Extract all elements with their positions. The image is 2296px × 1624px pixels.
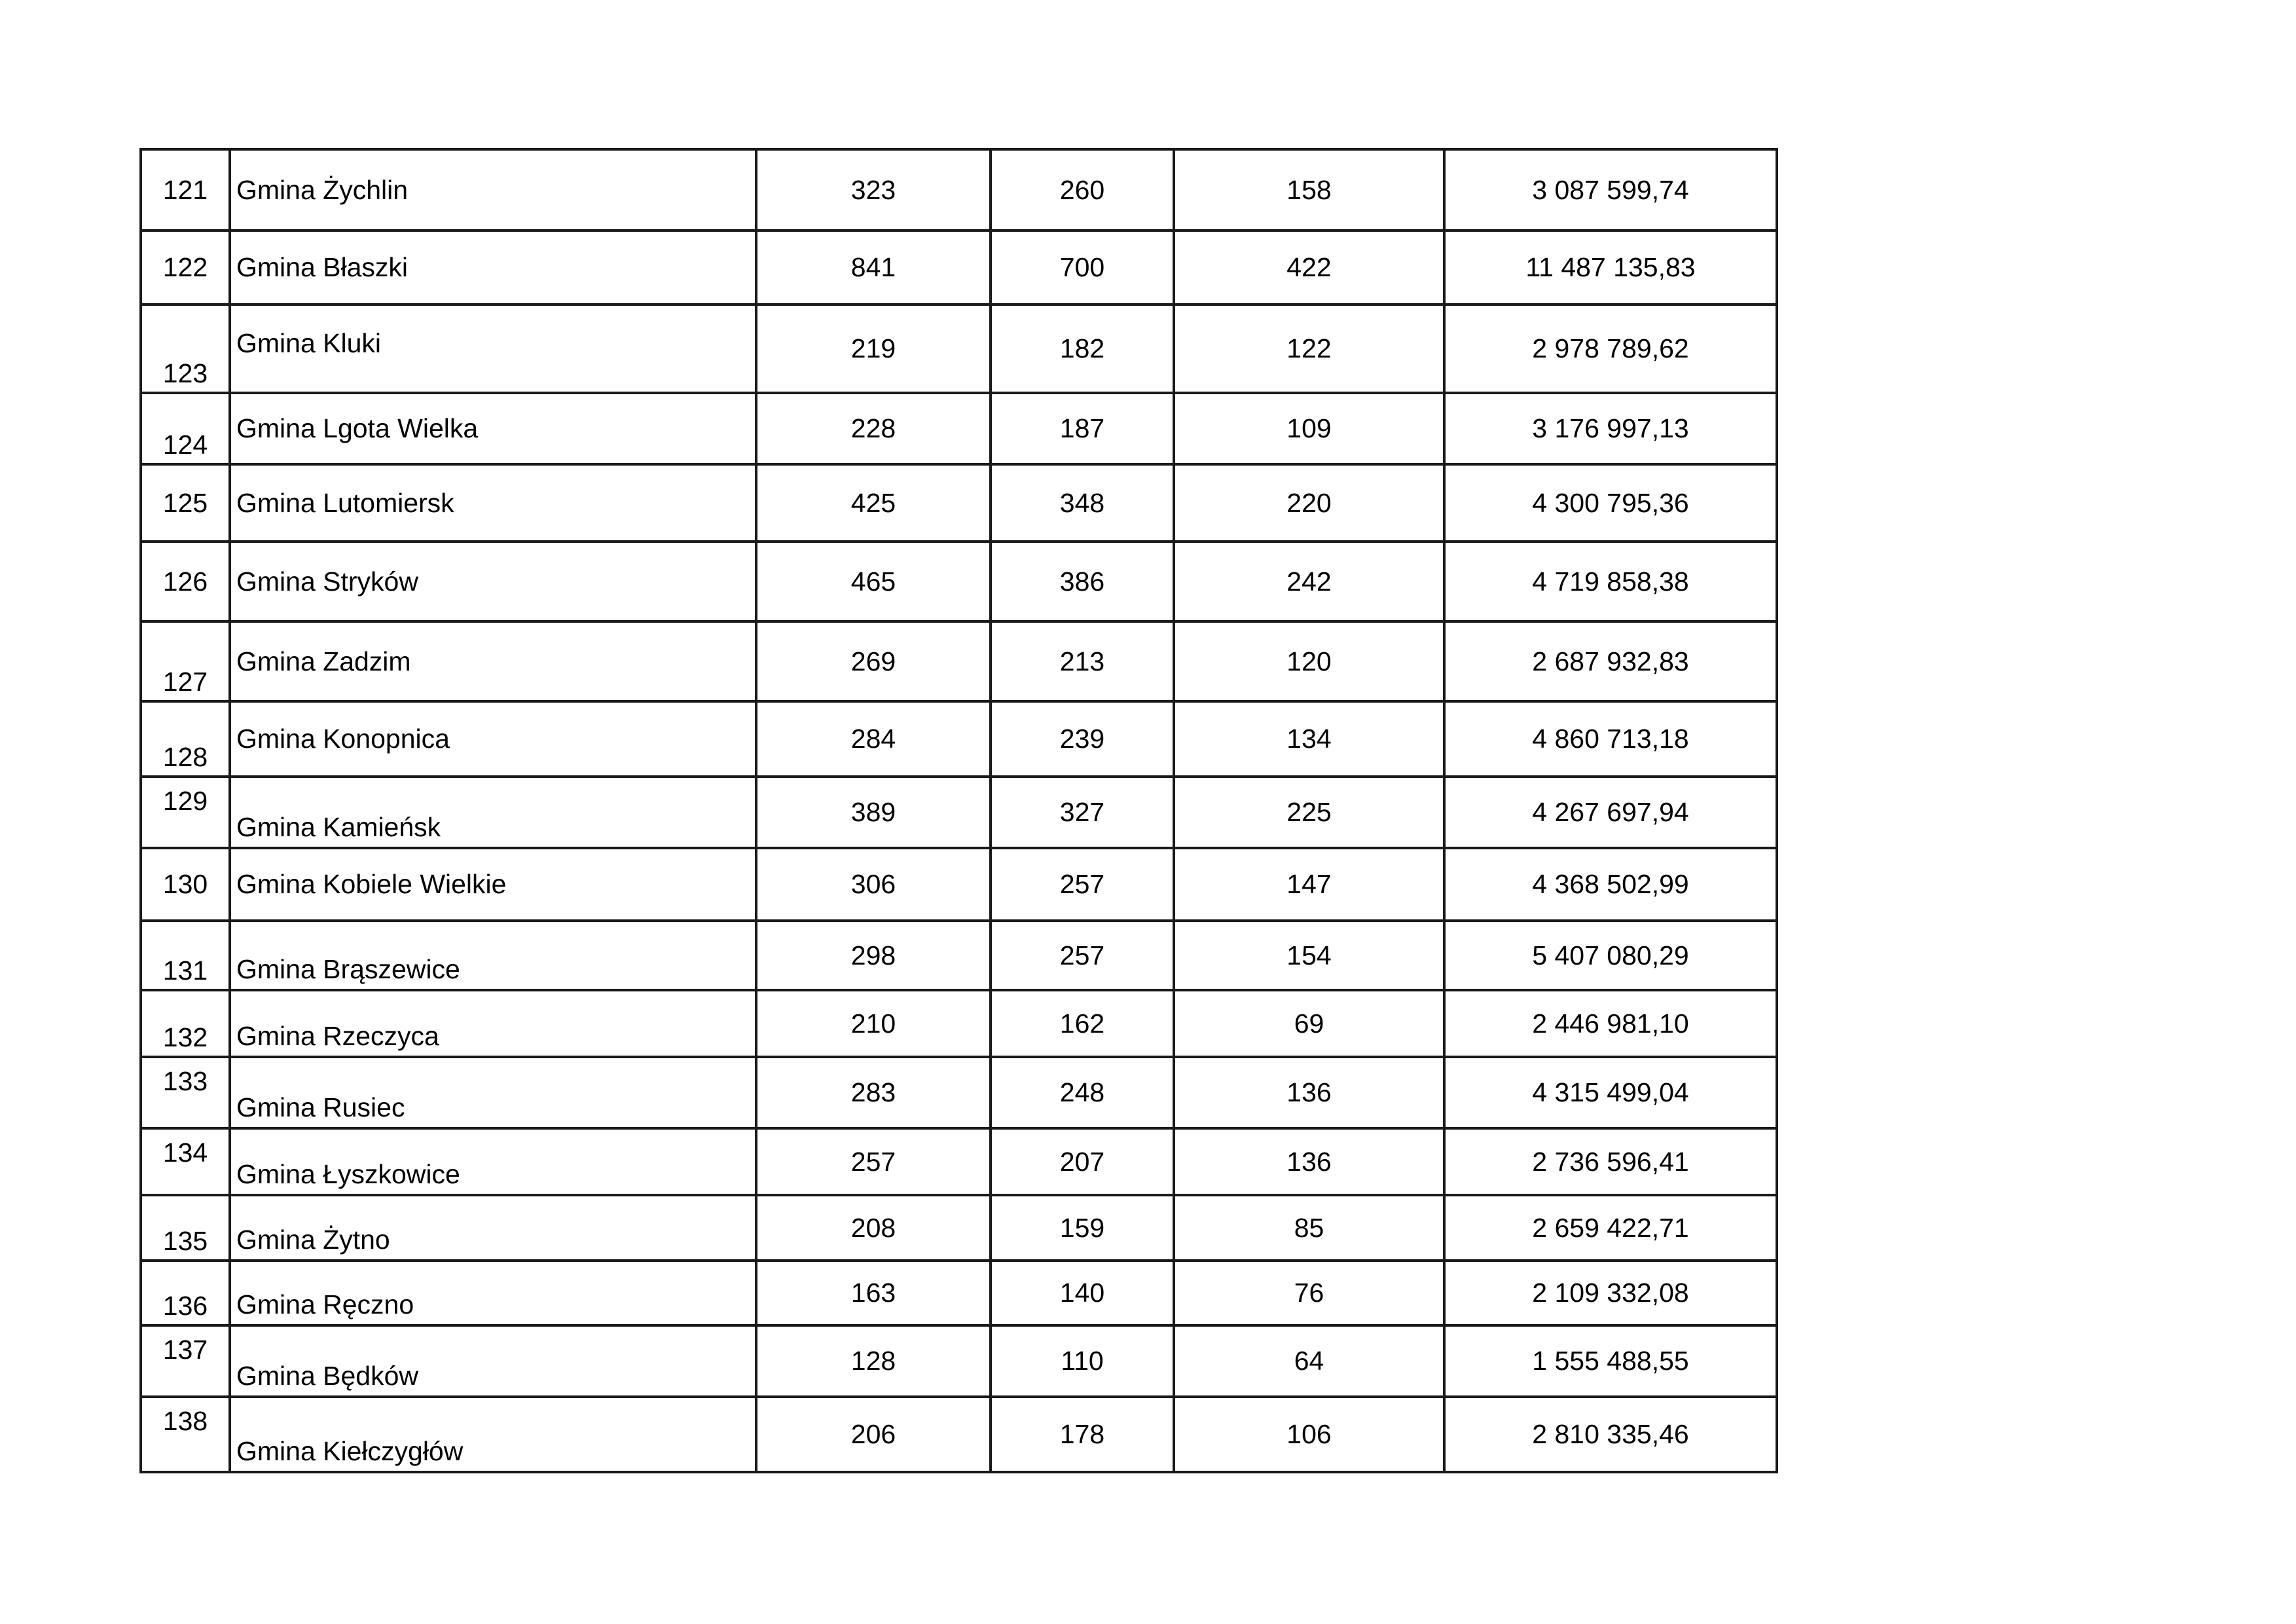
row-number-cell: 131 (141, 921, 230, 990)
municipality-name-cell: Gmina Brąszewice (230, 921, 756, 990)
table-row (141, 848, 1777, 921)
municipality-name-cell: Gmina Lutomiersk (230, 464, 756, 542)
value-col-2-cell: 213 (991, 621, 1174, 701)
value-col-2-cell: 182 (991, 304, 1174, 393)
row-number-cell: 123 (141, 304, 230, 393)
amount-value-cell: 4 719 858,38 (1444, 542, 1777, 621)
value-col-2-cell: 257 (991, 848, 1174, 921)
municipality-name-cell: Gmina Kamieńsk (230, 777, 756, 848)
row-number-cell: 137 (141, 1325, 230, 1397)
table-row (141, 149, 1777, 231)
value-col-3-cell: 85 (1174, 1195, 1444, 1261)
value-col-2-cell: 386 (991, 542, 1174, 621)
value-col-2-cell: 159 (991, 1195, 1174, 1261)
value-col-2-cell: 187 (991, 393, 1174, 464)
table-row (141, 1057, 1777, 1128)
municipality-name-cell: Gmina Rusiec (230, 1057, 756, 1128)
municipality-name-cell: Gmina Żytno (230, 1195, 756, 1261)
table-row (141, 777, 1777, 848)
value-col-3-cell: 225 (1174, 777, 1444, 848)
value-col-1-cell: 306 (756, 848, 991, 921)
row-number-cell: 132 (141, 990, 230, 1057)
value-col-2-cell: 257 (991, 921, 1174, 990)
municipality-name-cell: Gmina Konopnica (230, 701, 756, 777)
row-number-cell: 125 (141, 464, 230, 542)
value-col-2-cell: 162 (991, 990, 1174, 1057)
row-number-cell: 136 (141, 1261, 230, 1325)
row-number-cell: 122 (141, 231, 230, 304)
row-number-cell: 129 (141, 777, 230, 848)
value-col-3-cell: 147 (1174, 848, 1444, 921)
table-row (141, 231, 1777, 304)
row-number-cell: 133 (141, 1057, 230, 1128)
spreadsheet-page (139, 148, 1778, 1473)
amount-value-cell: 4 368 502,99 (1444, 848, 1777, 921)
municipality-name-cell: Gmina Kobiele Wielkie (230, 848, 756, 921)
value-col-2-cell: 260 (991, 149, 1174, 231)
amount-value-cell: 4 315 499,04 (1444, 1057, 1777, 1128)
municipality-name-cell: Gmina Stryków (230, 542, 756, 621)
municipality-name-cell: Gmina Rzeczyca (230, 990, 756, 1057)
value-col-2-cell: 178 (991, 1397, 1174, 1472)
amount-value-cell: 2 446 981,10 (1444, 990, 1777, 1057)
table-row (141, 1325, 1777, 1397)
value-col-3-cell: 158 (1174, 149, 1444, 231)
municipality-name-cell: Gmina Kiełczygłów (230, 1397, 756, 1472)
value-col-3-cell: 76 (1174, 1261, 1444, 1325)
municipality-name-cell: Gmina Ręczno (230, 1261, 756, 1325)
amount-value-cell: 2 659 422,71 (1444, 1195, 1777, 1261)
value-col-2-cell: 327 (991, 777, 1174, 848)
table-row (141, 990, 1777, 1057)
value-col-3-cell: 109 (1174, 393, 1444, 464)
value-col-2-cell: 700 (991, 231, 1174, 304)
value-col-1-cell: 389 (756, 777, 991, 848)
value-col-1-cell: 163 (756, 1261, 991, 1325)
value-col-2-cell: 140 (991, 1261, 1174, 1325)
value-col-3-cell: 220 (1174, 464, 1444, 542)
value-col-1-cell: 465 (756, 542, 991, 621)
value-col-3-cell: 136 (1174, 1057, 1444, 1128)
table-row (141, 1195, 1777, 1261)
amount-value-cell: 2 810 335,46 (1444, 1397, 1777, 1472)
amount-value-cell: 3 176 997,13 (1444, 393, 1777, 464)
amount-value-cell: 4 267 697,94 (1444, 777, 1777, 848)
table-row (141, 921, 1777, 990)
row-number-cell: 135 (141, 1195, 230, 1261)
municipality-name-cell: Gmina Zadzim (230, 621, 756, 701)
value-col-1-cell: 206 (756, 1397, 991, 1472)
value-col-3-cell: 242 (1174, 542, 1444, 621)
value-col-3-cell: 134 (1174, 701, 1444, 777)
amount-value-cell: 5 407 080,29 (1444, 921, 1777, 990)
value-col-1-cell: 269 (756, 621, 991, 701)
value-col-1-cell: 128 (756, 1325, 991, 1397)
table-row (141, 542, 1777, 621)
municipality-name-cell: Gmina Żychlin (230, 149, 756, 231)
municipality-name-cell: Gmina Kluki (230, 304, 756, 393)
value-col-2-cell: 248 (991, 1057, 1174, 1128)
data-table (139, 148, 1778, 1473)
row-number-cell: 128 (141, 701, 230, 777)
table-row (141, 621, 1777, 701)
table-body (141, 149, 1777, 1472)
value-col-1-cell: 210 (756, 990, 991, 1057)
amount-value-cell: 4 300 795,36 (1444, 464, 1777, 542)
value-col-2-cell: 239 (991, 701, 1174, 777)
value-col-1-cell: 841 (756, 231, 991, 304)
value-col-1-cell: 257 (756, 1128, 991, 1195)
value-col-3-cell: 422 (1174, 231, 1444, 304)
value-col-2-cell: 207 (991, 1128, 1174, 1195)
municipality-name-cell: Gmina Błaszki (230, 231, 756, 304)
value-col-3-cell: 154 (1174, 921, 1444, 990)
amount-value-cell: 3 087 599,74 (1444, 149, 1777, 231)
value-col-1-cell: 425 (756, 464, 991, 542)
value-col-1-cell: 283 (756, 1057, 991, 1128)
value-col-1-cell: 228 (756, 393, 991, 464)
value-col-1-cell: 284 (756, 701, 991, 777)
table-row (141, 1128, 1777, 1195)
amount-value-cell: 2 978 789,62 (1444, 304, 1777, 393)
value-col-2-cell: 110 (991, 1325, 1174, 1397)
value-col-3-cell: 136 (1174, 1128, 1444, 1195)
amount-value-cell: 1 555 488,55 (1444, 1325, 1777, 1397)
table-row (141, 701, 1777, 777)
value-col-3-cell: 64 (1174, 1325, 1444, 1397)
table-row (141, 1261, 1777, 1325)
amount-value-cell: 2 687 932,83 (1444, 621, 1777, 701)
row-number-cell: 127 (141, 621, 230, 701)
table-row (141, 464, 1777, 542)
row-number-cell: 126 (141, 542, 230, 621)
value-col-3-cell: 69 (1174, 990, 1444, 1057)
table-row (141, 304, 1777, 393)
municipality-name-cell: Gmina Łyszkowice (230, 1128, 756, 1195)
municipality-name-cell: Gmina Będków (230, 1325, 756, 1397)
row-number-cell: 124 (141, 393, 230, 464)
row-number-cell: 134 (141, 1128, 230, 1195)
value-col-3-cell: 106 (1174, 1397, 1444, 1472)
amount-value-cell: 2 736 596,41 (1444, 1128, 1777, 1195)
amount-value-cell: 11 487 135,83 (1444, 231, 1777, 304)
value-col-1-cell: 219 (756, 304, 991, 393)
amount-value-cell: 2 109 332,08 (1444, 1261, 1777, 1325)
table-row (141, 1397, 1777, 1472)
value-col-1-cell: 323 (756, 149, 991, 231)
amount-value-cell: 4 860 713,18 (1444, 701, 1777, 777)
value-col-3-cell: 120 (1174, 621, 1444, 701)
row-number-cell: 130 (141, 848, 230, 921)
value-col-1-cell: 208 (756, 1195, 991, 1261)
value-col-3-cell: 122 (1174, 304, 1444, 393)
row-number-cell: 138 (141, 1397, 230, 1472)
value-col-2-cell: 348 (991, 464, 1174, 542)
row-number-cell: 121 (141, 149, 230, 231)
table-row (141, 393, 1777, 464)
municipality-name-cell: Gmina Lgota Wielka (230, 393, 756, 464)
value-col-1-cell: 298 (756, 921, 991, 990)
